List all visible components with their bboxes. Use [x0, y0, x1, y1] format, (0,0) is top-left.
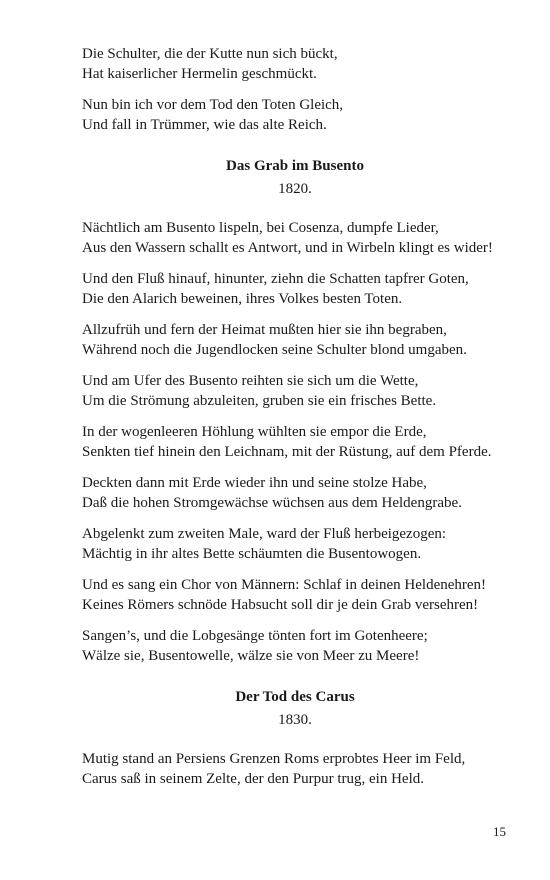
verse-line: Mächtig in ihr altes Bette schäumten die Busentowogen. [82, 546, 422, 562]
stanza [82, 473, 512, 513]
verse-line: Während noch die Jugendlocken seine Schulter blond umgaben. [82, 342, 467, 358]
verse-line: Und den Fluß hinauf, hinunter, ziehn die Schatten tapfrer Goten, [82, 271, 469, 287]
verse-line: Nächtlich am Busento lispeln, bei Cosenza, dumpfe Lieder, [82, 220, 439, 236]
verse-line: Und es sang ein Chor von Männern: Schlaf in deinen Heldenehren! [82, 577, 487, 593]
verse-line: Abgelenkt zum zweiten Male, ward der Fluß herbeigezogen: [82, 526, 447, 542]
poem-year: 1820. [278, 181, 312, 197]
verse-line: Die Schulter, die der Kutte nun sich bückt, [82, 46, 338, 62]
verse-line: Deckten dann mit Erde wieder ihn und seine stolze Habe, [82, 475, 427, 491]
verse-line: Die den Alarich beweinen, ihres Volkes besten Toten. [82, 291, 403, 307]
verse-line: Keines Römers schnöde Habsucht soll dir je dein Grab versehren! [82, 597, 479, 613]
verse-line: Wälze sie, Busentowelle, wälze sie von Meer zu Meere! [82, 648, 420, 664]
stanza [82, 371, 512, 411]
poem-year: 1830. [278, 712, 312, 728]
verse-line: Carus saß in seinem Zelte, der den Purpur trug, ein Held. [82, 771, 424, 787]
stanza [82, 575, 512, 615]
stanza [82, 422, 512, 462]
page-text [82, 44, 512, 800]
verse-line: In der wogenleeren Höhlung wühlten sie empor die Erde, [82, 424, 427, 440]
verse-line: Aus den Wassern schallt es Antwort, und in Wirbeln klingt es wider! [82, 240, 493, 256]
verse-line: Und am Ufer des Busento reihten sie sich um die Wette, [82, 373, 419, 389]
verse-line: Um die Strömung abzuleiten, gruben sie ein frisches Bette. [82, 393, 437, 409]
verse-line: Sangen’s, und die Lobgesänge tönten fort im Gotenheere; [82, 628, 428, 644]
poem-title: Das Grab im Busento [226, 158, 364, 174]
verse-line: Und fall in Trümmer, wie das alte Reich. [82, 117, 327, 133]
verse-line: Daß die hohen Stromgewächse wüchsen aus dem Heldengrabe. [82, 495, 462, 511]
stanza [82, 218, 512, 258]
stanza [82, 524, 512, 564]
stanza [82, 749, 512, 789]
stanza [82, 320, 512, 360]
page-number: 15 [493, 824, 506, 839]
verse-line: Nun bin ich vor dem Tod den Toten Gleich, [82, 97, 344, 113]
verse-line: Senkten tief hinein den Leichnam, mit der Rüstung, auf dem Pferde. [82, 444, 492, 460]
stanza [82, 626, 512, 666]
stanza [82, 95, 512, 135]
poem-title: Der Tod des Carus [235, 689, 355, 705]
stanza [82, 269, 512, 309]
verse-line: Hat kaiserlicher Hermelin geschmückt. [82, 66, 317, 82]
stanza [82, 44, 512, 84]
verse-line: Mutig stand an Persiens Grenzen Roms erprobtes Heer im Feld, [82, 751, 466, 767]
verse-line: Allzufrüh und fern der Heimat mußten hier sie ihn begraben, [82, 322, 447, 338]
